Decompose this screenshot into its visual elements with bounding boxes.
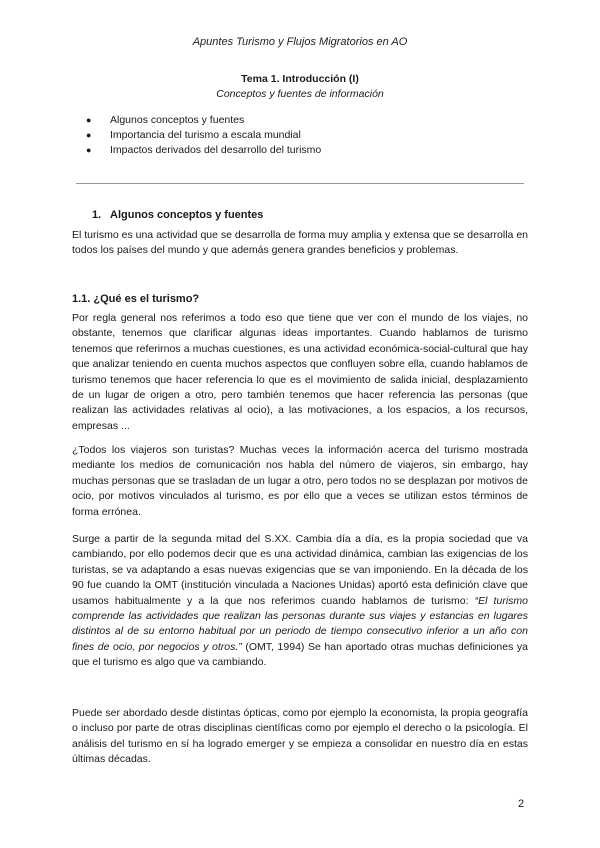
section-number: 1. xyxy=(92,209,102,221)
outline-item-label: Impactos derivados del desarrollo del turismo xyxy=(110,144,322,156)
list-item xyxy=(86,143,321,158)
outline-item-label: Importancia del turismo a escala mundial xyxy=(110,129,301,141)
topic-title: Tema 1. Introducción (I) xyxy=(241,73,359,85)
body-paragraph-2: ¿Todos los viajeros son turistas? Muchas veces la información acerca del turismo mostrada mediante los medios de comunicación nos habla del número de viajeros, sin embargo, hay muchas personas que se trasladan de un lugar a otro, pero todos no se desplazan por motivos de ocio, por motivos vinculados al turismo, es por ello que a veces se utilizan estos términos de forma errónea. xyxy=(72,444,528,518)
bullet-icon: ● xyxy=(86,145,92,155)
outline-item-label: Algunos conceptos y fuentes xyxy=(110,114,245,126)
subsection-heading: 1.1. ¿Qué es el turismo? xyxy=(72,293,200,305)
section-heading xyxy=(92,209,263,221)
list-item xyxy=(86,128,321,143)
body-paragraph-1: Por regla general nos referimos a todo eso que tiene que ver con el mundo de los viajes, no obstante, tenemos que clarificar algunas ideas importantes. Cuando hablamos de turismo tenemos que referirnos a muchas cuestiones, es una actividad económica-social-cultural que hay que analizar teniendo en cuenta muchos aspectos que confluyen sobre ella, cuando hablamos de turismo tenemos que hacer referencia lo que es el movimiento de salida inicial, desplazamiento de un lugar de origen a otro, pero también tenemos que hacer referencia las personas (que realizan las actividades relativas al ocio), a las motivaciones, a los espacios, a los recursos, empresas ... xyxy=(72,312,528,432)
paragraph-text: Surge a partir de la segunda mitad del S.XX. Cambia día a día, es la propia sociedad que va cambiando, por ello podemos decir que es una actividad dinámica, cambian las exigencias de los turistas, se va adaptando a esas nuevas exigencias que se van imponiendo. En la década de los 90 fue cuando la OMT (institución vinculada a Naciones Unidas) aportó esta definición clave que usamos habitualmente y a la que nos referimos cuando hablamos de turismo: xyxy=(72,533,528,607)
omt-definition-quote: “El turismo comprende las actividades que realizan las personas durante sus viajes y estancias en lugares distintos al de su entorno habitual por un periodo de tiempo consecutivo inferior a un año con fines de ocio, por negocios y otros.” xyxy=(72,594,528,653)
body-paragraph-3 xyxy=(72,532,528,671)
section-title: Algunos conceptos y fuentes xyxy=(110,209,264,221)
bullet-icon: ● xyxy=(86,130,92,140)
section-intro-paragraph: El turismo es una actividad que se desarrolla de forma muy amplia y extensa que se desarrolla en todos los países del mundo y que además genera grandes beneficios y problemas. xyxy=(72,229,528,257)
section-divider xyxy=(76,183,524,184)
list-item xyxy=(86,113,321,128)
running-header: Apuntes Turismo y Flujos Migratorios en AO xyxy=(192,36,408,48)
topic-subtitle: Conceptos y fuentes de información xyxy=(216,88,384,100)
bullet-icon: ● xyxy=(86,115,92,125)
body-paragraph-4: Puede ser abordado desde distintas ópticas, como por ejemplo la economista, la propia geografía o incluso por parte de otras disciplinas científicas como por ejemplo el derecho o la psicología. El análisis del turismo en sí ha logrado emerger y se empieza a consolidar en nuestro día en estas últimas décadas. xyxy=(72,707,528,766)
paragraph-text: (OMT, 1994) Se han aportado otras muchas definiciones ya que el turismo es algo que va cambiando. xyxy=(72,640,528,669)
topic-outline-list xyxy=(86,113,321,158)
page-number: 2 xyxy=(518,798,525,810)
